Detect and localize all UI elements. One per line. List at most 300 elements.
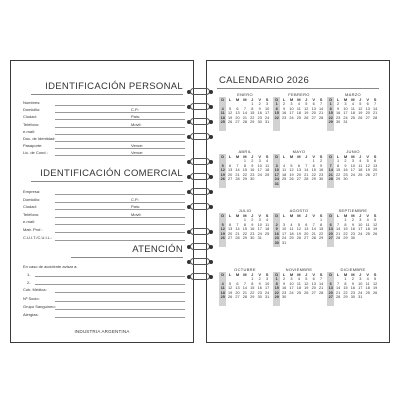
attention-field-row [23, 270, 185, 277]
calendar-day: 12 [289, 168, 294, 173]
calendar-day: 27 [311, 115, 316, 120]
calendar-day: 9 [337, 106, 340, 111]
weekday-header: V [312, 272, 316, 277]
punch-hole [209, 175, 213, 179]
calendar-day: 16 [250, 227, 255, 232]
calendar-day: 3 [275, 163, 278, 168]
punch-hole [209, 205, 213, 209]
weekday-header: D [329, 272, 333, 277]
weekday-header: M [235, 213, 240, 218]
calendar-day: 31 [358, 295, 363, 300]
weekday-header: M [243, 213, 247, 218]
field-label: Alergias: [23, 312, 39, 317]
calendar-day: 1 [251, 102, 254, 106]
calendar-day: 9 [283, 106, 286, 111]
calendar-day: 14 [335, 227, 341, 232]
attention-field-row [23, 311, 185, 318]
calendar-day: 30 [350, 236, 355, 241]
calendar-day: 21 [335, 290, 341, 295]
calendar-day: 30 [250, 236, 255, 241]
calendar-day: 28 [235, 236, 240, 241]
calendar-day: 12 [365, 163, 370, 168]
calendar-day: 6 [329, 222, 332, 227]
field-line[interactable] [35, 276, 185, 277]
weekday-header: J [359, 213, 362, 218]
calendar-day: 26 [365, 172, 370, 177]
spiral-ring [187, 133, 213, 141]
field-number-mark: 1- [27, 272, 31, 277]
calendar-day: 28 [335, 295, 341, 300]
left-page [10, 60, 194, 343]
calendar-day: 29 [250, 120, 255, 125]
weekday-header: J [251, 97, 254, 102]
weekday-header: L [336, 97, 340, 102]
calendar-day: 6 [297, 163, 300, 168]
weekday-header: J [359, 272, 362, 277]
punch-hole [209, 260, 213, 264]
attention-field-row [23, 295, 185, 302]
personal-field-row [23, 135, 185, 142]
weekday-header: D [329, 154, 333, 159]
field-label: Cob. Médica: [23, 287, 47, 293]
calendar-day: 11 [365, 222, 370, 227]
calendar-day: 25 [358, 172, 363, 177]
calendar-day: 28 [304, 177, 309, 182]
field-line[interactable] [35, 284, 185, 285]
weekday-header: S [373, 97, 377, 102]
calendar-day: 28 [242, 295, 247, 300]
calendar-day: 14 [372, 106, 378, 111]
weekday-header: M [343, 213, 348, 218]
calendar-day: 5 [297, 222, 300, 227]
weekday-header: S [373, 272, 377, 277]
calendar-day: 5 [359, 102, 362, 106]
calendar-day: 18 [358, 168, 363, 173]
month-grid [219, 97, 271, 131]
weekday-header: L [228, 213, 232, 218]
weekday-header: M [289, 97, 294, 102]
month-grid [327, 272, 379, 306]
calendar-day: 29 [318, 236, 324, 241]
field-line[interactable] [55, 301, 185, 302]
calendar-day: 9 [275, 227, 278, 232]
month-name: MARZO [345, 92, 361, 97]
calendar-day: 17 [281, 231, 287, 236]
calendar-day: 22 [242, 231, 247, 236]
weekday-header: S [265, 97, 269, 102]
field-label: e-mail: [23, 128, 36, 134]
month-grid [327, 154, 379, 188]
field-line[interactable] [55, 317, 185, 318]
punch-hole [209, 105, 213, 109]
calendar-day: 30 [335, 120, 341, 125]
calendar-day: 4 [221, 106, 224, 111]
calendar-day: 9 [251, 163, 254, 168]
calendar-day: 23 [318, 172, 324, 177]
calendar-day: 15 [311, 168, 316, 173]
calendar-day: 12 [227, 286, 233, 291]
calendar-day: 5 [374, 218, 377, 222]
calendar-day: 5 [290, 163, 293, 168]
calendar-day: 26 [372, 290, 378, 295]
calendar-day: 31 [264, 120, 270, 125]
calendar-day: 10 [343, 106, 348, 111]
weekday-header: D [221, 154, 225, 159]
field-label: Empresa: [23, 189, 41, 194]
calendar-day: 6 [236, 106, 239, 111]
field-line[interactable] [55, 155, 185, 156]
spiral-ring [187, 173, 213, 181]
calendar-day: 11 [265, 163, 270, 168]
weekday-header: V [312, 154, 316, 159]
field-number-mark: 2- [27, 280, 31, 286]
calendar-day: 10 [274, 168, 279, 173]
calendar-day: 1 [251, 277, 254, 281]
spiral-ring [187, 203, 213, 211]
weekday-header: M [297, 272, 301, 277]
calendar-day: 18 [281, 172, 287, 177]
calendar-day: 11 [289, 227, 294, 232]
calendar-day: 8 [243, 163, 246, 168]
calendar-day: 21 [235, 231, 240, 236]
calendar-day: 4 [283, 163, 286, 168]
weekday-header: J [251, 154, 254, 159]
calendar-day: 31 [257, 236, 262, 241]
calendar-day: 26 [289, 177, 294, 182]
calendar-day: 29 [311, 177, 316, 182]
personal-field-row [23, 128, 185, 135]
calendar-day: 31 [264, 295, 270, 300]
punch-hole [209, 190, 213, 194]
calendar-day: 30 [257, 120, 262, 125]
calendar-day: 14 [242, 286, 247, 291]
month-grid [219, 272, 271, 306]
calendar-day: 22 [343, 290, 348, 295]
calendar-day: 27 [328, 295, 333, 300]
calendar-day: 9 [258, 281, 261, 286]
calendar-day: 16 [343, 168, 348, 173]
calendar-day: 17 [289, 111, 294, 116]
calendar-day: 7 [320, 102, 323, 106]
weekday-header: S [265, 154, 269, 159]
weekday-header: V [258, 97, 262, 102]
weekday-header: D [221, 272, 225, 277]
calendar-day: 7 [305, 163, 308, 168]
weekday-header: D [275, 213, 279, 218]
ring-loop [190, 228, 210, 235]
calendar-day: 1 [320, 218, 323, 222]
ring-loop [190, 118, 210, 125]
spiral-ring [187, 273, 213, 281]
field-line[interactable] [55, 240, 185, 241]
calendar-day: 19 [220, 231, 225, 236]
calendar-day: 19 [296, 231, 301, 236]
calendar-day: 21 [318, 111, 324, 116]
weekday-header: V [366, 154, 370, 159]
calendar-day: 15 [242, 227, 247, 232]
calendar-day: 6 [312, 277, 315, 281]
personal-field-row [23, 99, 185, 106]
calendar-day: 7 [243, 281, 246, 286]
calendar-day: 13 [372, 163, 378, 168]
calendar-day: 30 [250, 177, 255, 182]
calendar-day: 5 [229, 106, 232, 111]
calendar-day: 13 [296, 168, 301, 173]
calendar-day: 22 [335, 172, 341, 177]
weekday-header: M [289, 213, 294, 218]
attention-field-row [23, 303, 185, 310]
calendar-day: 24 [257, 172, 262, 177]
field-line[interactable] [55, 309, 185, 310]
calendar-day: 11 [296, 106, 301, 111]
calendar-day: 31 [281, 241, 287, 245]
calendar-day: 20 [227, 172, 233, 177]
calendar-day: 17 [257, 227, 262, 232]
calendar-day: 28 [235, 177, 240, 182]
calendar-day: 23 [350, 231, 355, 236]
calendar-day: 21 [242, 290, 247, 295]
calendar-day: 14 [311, 227, 316, 232]
personal-field-row [23, 121, 185, 128]
calendar-day: 4 [221, 281, 224, 286]
month-name: FEBRERO [288, 92, 310, 97]
weekday-header: J [359, 97, 362, 102]
weekday-header: M [243, 272, 247, 277]
field-label: Teléfono: [23, 121, 40, 127]
calendar-day: 22 [250, 290, 255, 295]
calendar-day: 4 [266, 218, 269, 222]
weekday-header: M [235, 272, 240, 277]
calendar-day: 19 [304, 111, 309, 116]
commercial-title-rule [31, 181, 183, 182]
calendar-day: 13 [311, 281, 316, 286]
calendar-day: 10 [358, 222, 363, 227]
calendar-day: 14 [335, 286, 341, 291]
calendar-day: 29 [335, 177, 341, 182]
weekday-header: M [343, 97, 348, 102]
calendar-day: 18 [264, 227, 270, 232]
month-name: JUNIO [346, 149, 360, 154]
field-label: Pasaporte: [23, 143, 43, 149]
calendar-day: 17 [343, 111, 348, 116]
calendar-day: 5 [305, 277, 308, 281]
month-name: DICIEMBRE [340, 267, 366, 272]
weekday-header: M [235, 154, 240, 159]
calendar-day: 18 [365, 286, 370, 291]
punch-hole [209, 90, 213, 94]
ring-loop [190, 158, 210, 165]
calendar-day: 7 [243, 106, 246, 111]
calendar-day: 15 [250, 111, 255, 116]
calendar-day: 25 [296, 115, 301, 120]
calendar-day: 22 [242, 172, 247, 177]
weekday-header: D [275, 272, 279, 277]
calendar-day: 24 [358, 290, 363, 295]
weekday-header: L [228, 97, 232, 102]
field-label: Teléfono: [23, 211, 40, 217]
calendar-day: 8 [344, 222, 347, 227]
calendar-day: 11 [358, 163, 363, 168]
calendar-day: 1 [275, 102, 278, 106]
calendar-day: 18 [289, 231, 294, 236]
calendar-day: 15 [335, 168, 341, 173]
calendar-day: 3 [258, 218, 261, 222]
calendar-day: 2 [275, 222, 278, 227]
commercial-field-row [23, 188, 185, 195]
calendar-day: 3 [351, 159, 354, 163]
calendar-day: 10 [289, 106, 294, 111]
weekday-header: M [351, 213, 355, 218]
weekday-header: M [343, 154, 348, 159]
calendar-day: 13 [311, 106, 316, 111]
weekday-header: L [282, 272, 286, 277]
ring-loop [190, 258, 210, 265]
calendar-day: 24 [350, 172, 355, 177]
calendar-day: 18 [296, 286, 301, 291]
calendar-day: 18 [365, 227, 370, 232]
calendar-day: 20 [328, 231, 333, 236]
calendar-day: 4 [359, 159, 362, 163]
calendar-day: 6 [366, 102, 369, 106]
calendar-day: 12 [372, 281, 378, 286]
calendar-day: 9 [320, 163, 323, 168]
calendar-day: 21 [335, 231, 341, 236]
calendar-day: 23 [281, 290, 287, 295]
calendar-day: 8 [275, 281, 278, 286]
personal-id-title: IDENTIFICACIÓN PERSONAL [45, 81, 183, 92]
calendar-day: 6 [229, 222, 232, 227]
calendar-day: 27 [365, 115, 370, 120]
weekday-header: S [373, 154, 377, 159]
calendar-day: 13 [365, 106, 370, 111]
spiral-ring [187, 103, 213, 111]
attention-intro [23, 263, 185, 270]
personal-title-rule [31, 94, 183, 95]
calendar-day: 1 [329, 102, 332, 106]
weekday-header: M [235, 97, 240, 102]
weekday-header: M [351, 97, 355, 102]
calendar-day: 7 [312, 222, 315, 227]
field-right-label: C.P.: [131, 107, 140, 113]
calendar-day: 7 [236, 163, 239, 168]
personal-field-row [23, 142, 185, 149]
calendar-day: 2 [283, 102, 286, 106]
calendar-day: 1 [243, 218, 246, 222]
weekday-header: V [312, 97, 316, 102]
calendar-day: 23 [281, 115, 287, 120]
field-line[interactable] [55, 292, 185, 293]
spiral-ring [187, 158, 213, 166]
calendar-day: 2 [320, 159, 323, 163]
weekday-header: M [297, 154, 301, 159]
calendar-day: 15 [250, 286, 255, 291]
calendar-day: 5 [374, 277, 377, 281]
attention-title-rule [71, 257, 183, 258]
spiral-ring [187, 243, 213, 251]
calendar-day: 16 [257, 286, 262, 291]
calendar-day: 13 [328, 227, 333, 232]
calendar-day: 12 [220, 227, 225, 232]
footer-industria: INDUSTRIA ARGENTINA [74, 329, 130, 334]
calendar-day: 4 [351, 102, 354, 106]
calendar-day: 2 [351, 277, 354, 281]
calendar-day: 15 [274, 111, 279, 116]
calendar-day: 10 [350, 163, 355, 168]
calendar-day: 10 [289, 281, 294, 286]
calendar-day: 24 [343, 115, 348, 120]
calendar-day: 21 [242, 115, 247, 120]
calendar-day: 12 [227, 111, 233, 116]
calendar-day: 29 [343, 236, 348, 241]
calendar-day: 20 [304, 231, 309, 236]
calendar-day: 10 [264, 106, 270, 111]
calendar-day: 29 [343, 295, 348, 300]
calendar-day: 19 [227, 290, 233, 295]
calendar-day: 20 [372, 168, 378, 173]
calendar-day: 15 [274, 286, 279, 291]
personal-field-row [23, 106, 185, 113]
calendar-day: 7 [337, 281, 340, 286]
calendar-day: 22 [250, 115, 255, 120]
calendar-day: 4 [290, 222, 293, 227]
calendar-day: 15 [343, 286, 348, 291]
month-name: JULIO [238, 208, 252, 213]
calendar-day: 27 [311, 290, 316, 295]
commercial-field-row [23, 218, 185, 225]
calendar-day: 26 [227, 295, 233, 300]
spiral-ring [187, 228, 213, 236]
weekday-header: M [289, 272, 294, 277]
calendar-day: 10 [257, 222, 262, 227]
calendar-day: 26 [358, 115, 363, 120]
weekday-header: J [305, 97, 308, 102]
calendar-day: 25 [289, 236, 294, 241]
calendar-day: 21 [328, 172, 333, 177]
calendar-day: 30 [318, 177, 324, 182]
field-label: Lic. de Cond.: [23, 150, 48, 156]
calendar-day: 25 [264, 231, 270, 236]
calendar-day: 6 [312, 102, 315, 106]
calendar-day: 3 [266, 102, 269, 106]
calendar-day: 25 [296, 290, 301, 295]
ring-loop [190, 173, 210, 180]
calendar-day: 28 [242, 120, 247, 125]
calendar-day: 15 [242, 168, 247, 173]
calendar-day: 19 [365, 168, 370, 173]
calendar-day: 22 [318, 231, 324, 236]
calendar-day: 2 [351, 218, 354, 222]
calendar-day: 25 [350, 115, 355, 120]
calendar-day: 18 [264, 168, 270, 173]
punch-hole [209, 230, 213, 234]
calendar-day: 7 [329, 163, 332, 168]
calendar-day: 22 [343, 231, 348, 236]
weekday-header: M [297, 213, 301, 218]
ring-loop [190, 188, 210, 195]
calendar-day: 11 [350, 106, 355, 111]
calendar-day: 20 [235, 115, 240, 120]
commercial-field-row [23, 196, 185, 203]
field-right-label: Movil: [131, 121, 142, 127]
weekday-header: J [305, 213, 308, 218]
personal-field-row [23, 149, 185, 156]
weekday-header: M [289, 154, 294, 159]
weekday-header: V [258, 272, 262, 277]
weekday-header: L [282, 213, 286, 218]
calendar-day: 22 [311, 172, 316, 177]
calendar-day: 11 [265, 222, 270, 227]
weekday-header: J [359, 154, 362, 159]
